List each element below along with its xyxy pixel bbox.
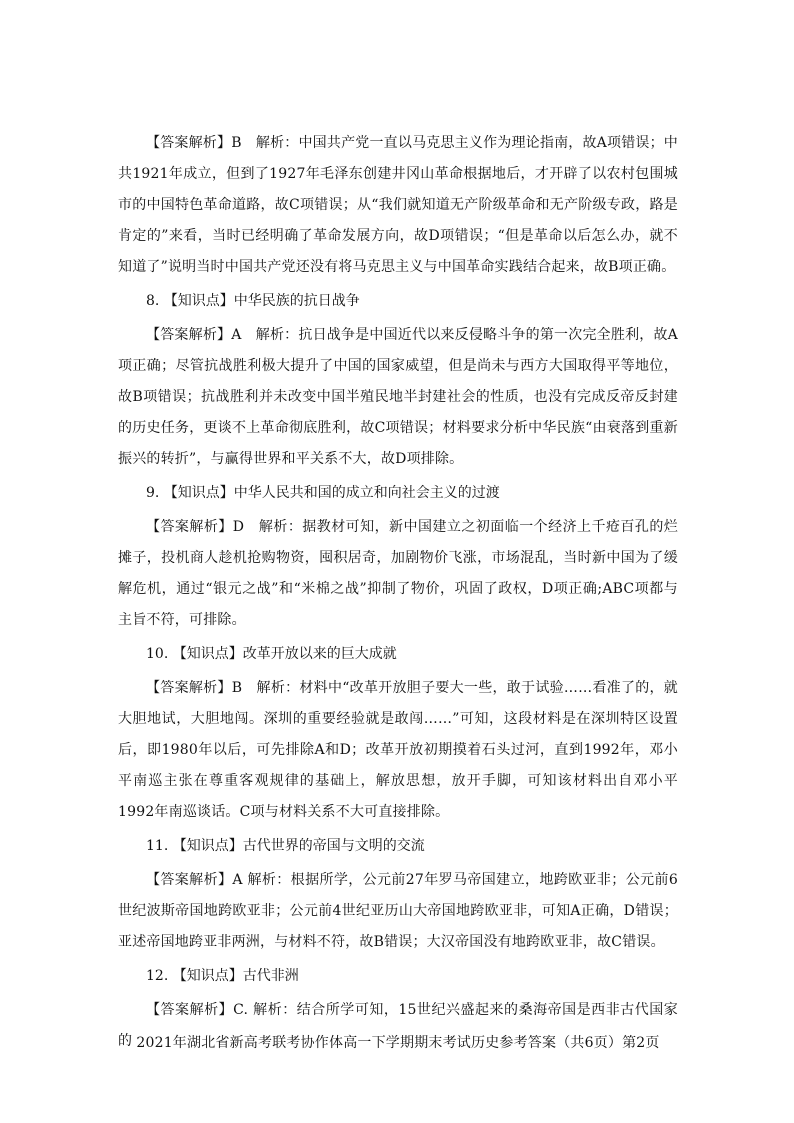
answer-paragraph-8: 【答案解析】A 解析：抗日战争是中国近代以来反侵略斗争的第一次完全胜利，故A项正确；尽管抗战胜利极大提升了中国的国家威望，但是尚未与西方大国取得平等地位，故B项错误；抗战胜利并未改变中国半殖民地半封建社会的性质，也没有完成反帝反封建的历史任务，更谈不上革命彻底胜利，故C项错误；材料要求分析中华民族“由衰落到重新振兴的转折”，与赢得世界和平关系不大，故D项排除。 — [118, 327, 678, 467]
knowledge-point-12: 12. 【知识点】古代非洲 — [146, 968, 299, 984]
document-body — [118, 128, 678, 1060]
page-footer: 2021年湖北省新高考联考协作体高一下学期期末考试历史参考答案（共6页）第2页 — [136, 1035, 660, 1051]
knowledge-point-11: 11. 【知识点】古代世界的帝国与文明的交流 — [146, 838, 425, 854]
answer-paragraph-12: 【答案解析】C. 解析：结合所学可知，15世纪兴盛起来的桑海帝国是西非古代国家的 — [118, 1002, 678, 1049]
answer-paragraph-10: 【答案解析】B 解析：材料中“改革开放胆子要大一些，敢于试验……看准了的，就大胆地试，大胆地闯。深圳的重要经验就是敢闯……”可知，这段材料是在深圳特区设置后，即1980年以后，可先排除A和D；改革开放初期摸着石头过河，直到1992年，邓小平南巡主张在尊重客观规律的基础上，解放思想，放开手脚，可知该材料出自邓小平1992年南巡谈话。C项与材料关系不大可直接排除。 — [118, 680, 678, 820]
answer-paragraph-7: 【答案解析】B 解析：中国共产党一直以马克思主义作为理论指南，故A项错误；中共1921年成立，但到了1927年毛泽东创建井冈山革命根据地后，才开辟了以农村包围城市的中国特色革命道路，故C项错误；从“我们就知道无产阶级革命和无产阶级专政，路是肯定的”来看，当时已经明确了革命发展方向，故D项错误；“但是革命以后怎么办，就不知道了”说明当时中国共产党还没有将马克思主义与中国革命实践结合起来，故B项正确。 — [118, 135, 678, 275]
knowledge-point-8: 8. 【知识点】中华民族的抗日战争 — [146, 293, 360, 309]
answer-paragraph-9: 【答案解析】D 解析：据教材可知，新中国建立之初面临一个经济上千疮百孔的烂摊子，投机商人趁机抢购物资，囤积居奇，加剧物价飞涨，市场混乱，当时新中国为了缓解危机，通过“银元之战”和“米棉之战”抑制了物价，巩固了政权，D项正确;ABC项都与主旨不符，可排除。 — [118, 519, 678, 628]
knowledge-point-10: 10. 【知识点】改革开放以来的巨大成就 — [146, 646, 397, 662]
answer-paragraph-11: 【答案解析】A 解析：根据所学，公元前27年罗马帝国建立，地跨欧亚非；公元前6世纪波斯帝国地跨欧亚非；公元前4世纪亚历山大帝国地跨欧亚非，可知A正确，D错误；亚述帝国地跨亚非两洲，与材料不符，故B错误；大汉帝国没有地跨欧亚非，故C错误。 — [118, 872, 678, 950]
knowledge-point-9: 9. 【知识点】中华人民共和国的成立和向社会主义的过渡 — [146, 485, 500, 501]
